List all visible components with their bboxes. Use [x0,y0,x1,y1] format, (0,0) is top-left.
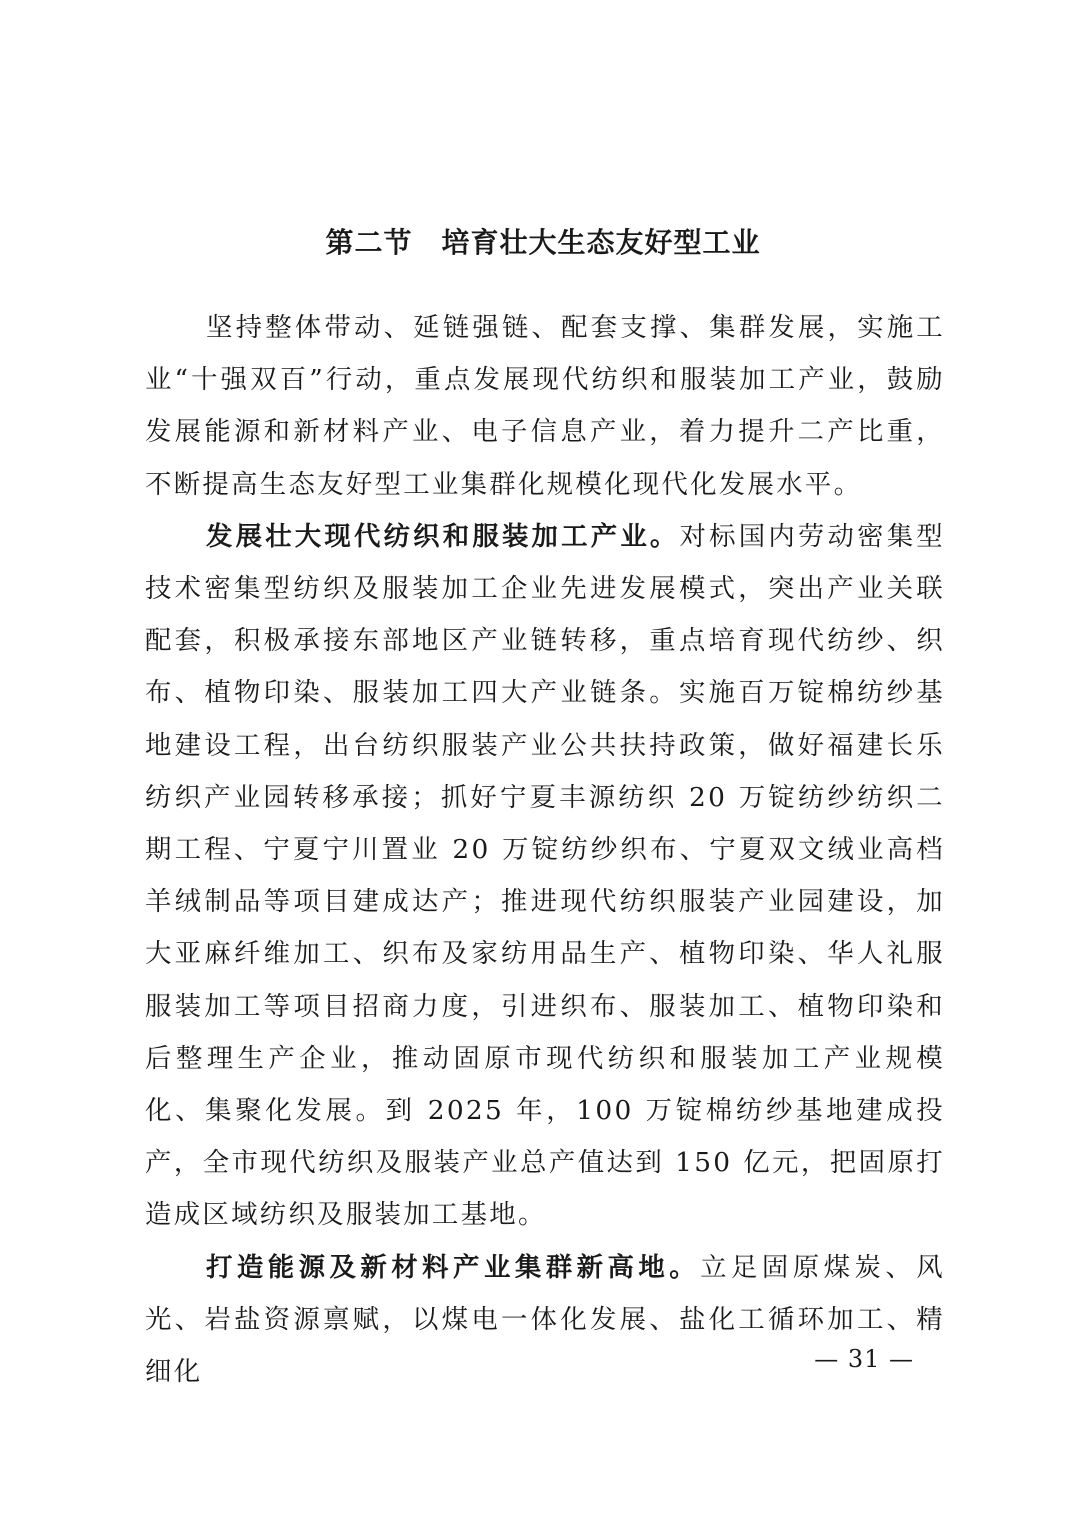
body-text [145,302,945,1398]
paragraph-lead: 打造能源及新材料产业集群新高地。 [206,1251,701,1283]
paragraph-intro [145,302,945,511]
paragraph-textile [145,511,945,1242]
paragraph-text: 坚持整体带动、延链强链、配套支撑、集群发展，实施工业“十强双百”行动，重点发展现代纺织和服装加工产业，鼓励发展能源和新材料产业、电子信息产业，着力提升二产比重，不断提高生态友好型工业集群化规模化现代化发展水平。 [145,312,945,500]
page-number: — 31 — [814,1345,914,1373]
paragraph-text: 对标国内劳动密集型技术密集型纺织及服装加工企业先进发展模式，突出产业关联配套，积极承接东部地区产业链转移，重点培育现代纺纱、织布、植物印染、服装加工四大产业链条。实施百万锭棉纺纱基地建设工程，出台纺织服装产业公共扶持政策，做好福建长乐纺织产业园转移承接；抓好宁夏丰源纺织 20 万锭纺纱纺织二期工程、宁夏宁川置业 20 万锭纺纱织布、宁夏双文绒业高档羊绒制品等项目建成达产；推进现代纺织服装产业园建设，加大亚麻纤维加工、织布及家纺用品生产、植物印染、华人礼服服装加工等项目招商力度，引进织布、服装加工、植物印染和后整理生产企业，推动固原市现代纺织和服装加工产业规模化、集聚化发展。到 2025 年，100 万锭棉纺纱基地建成投产，全市现代纺织及服装产业总产值达到 150 亿元，把固原打造成区域纺织及服装加工基地。 [145,520,945,1231]
paragraph-lead: 发展壮大现代纺织和服装加工产业。 [206,520,680,552]
section-title: 第二节 培育壮大生态友好型工业 [325,226,761,260]
paragraph-text: 立足固原煤炭、风光、岩盐资源禀赋，以煤电一体化发展、盐化工循环加工、精细化 [145,1251,945,1388]
